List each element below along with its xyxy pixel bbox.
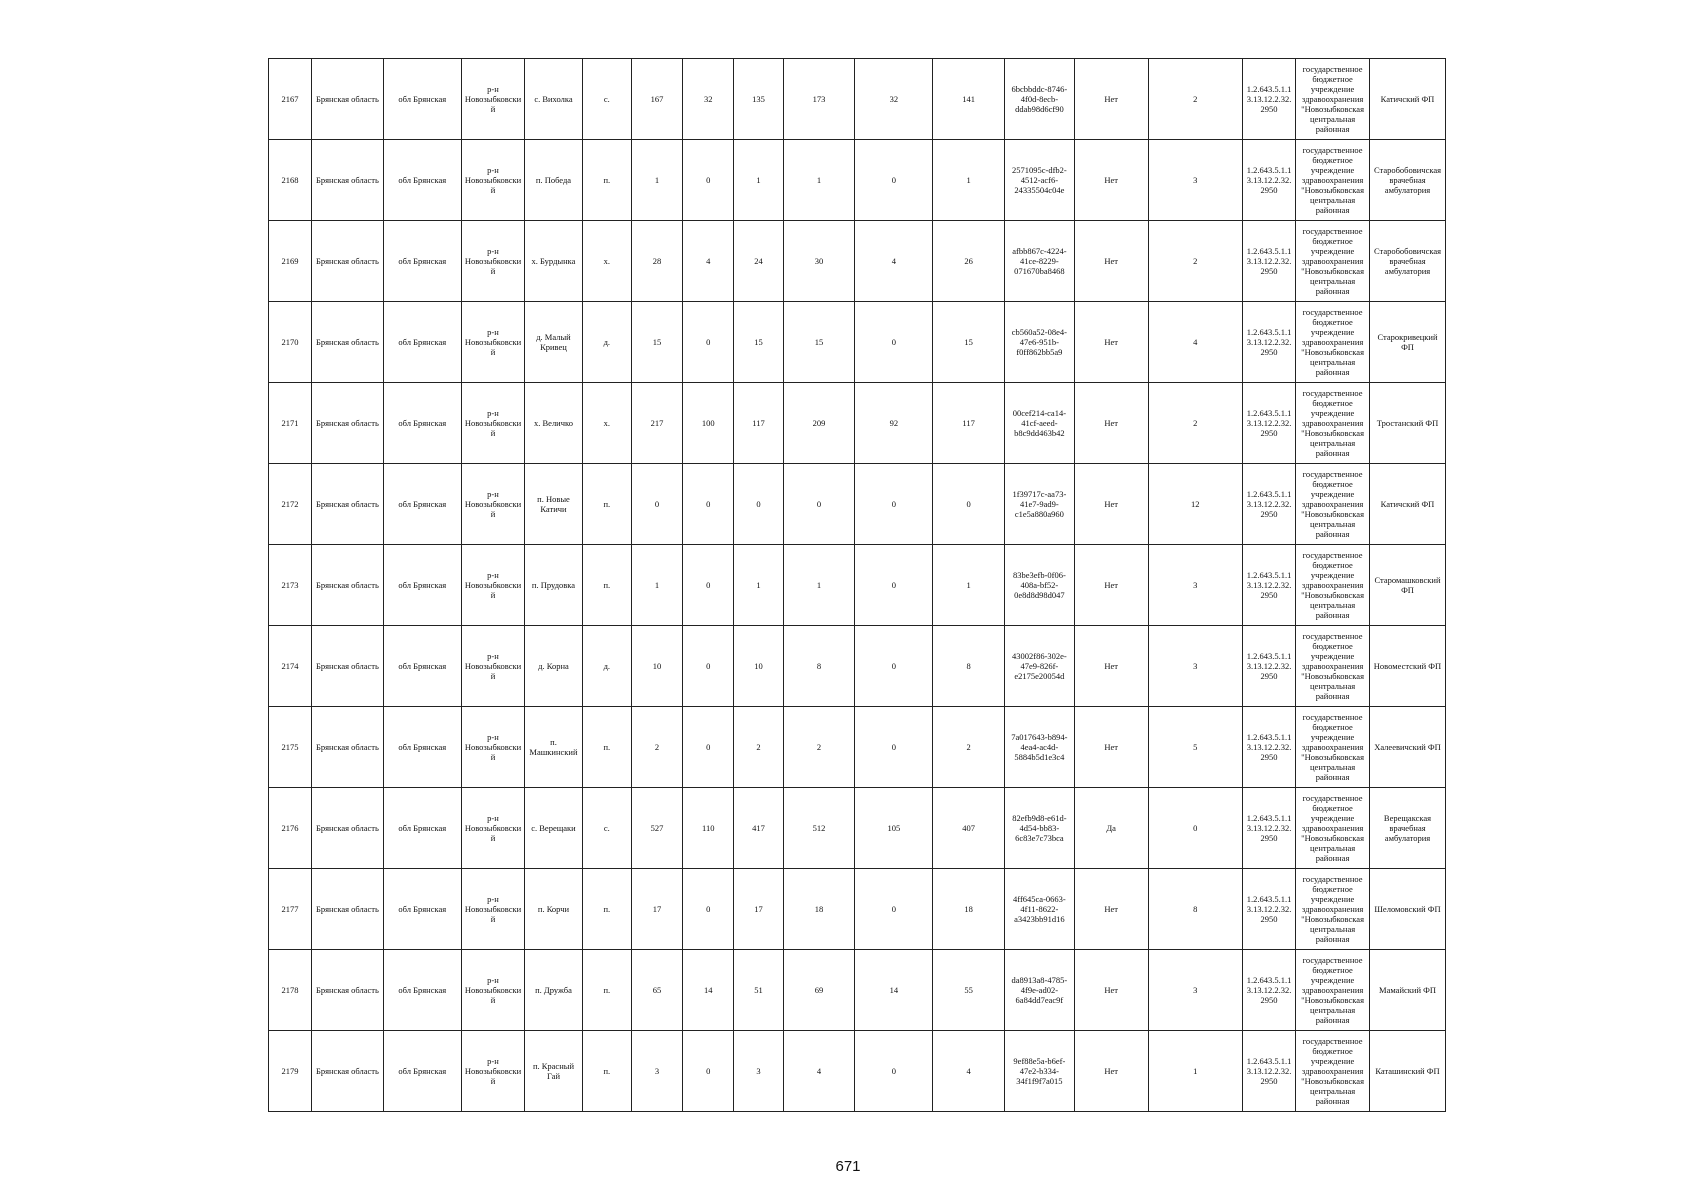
locality-cell: с. Верещаки — [525, 788, 582, 869]
region-cell: Брянская область — [312, 707, 384, 788]
fias-guid-cell: 7a017643-b894-4ea4-ac4d-5884b5d1e3c4 — [1005, 707, 1075, 788]
fias-guid-cell: afbb867c-4224-41ce-8229-071670ba8468 — [1005, 221, 1075, 302]
population-adults-cell: 1 — [734, 140, 783, 221]
table-row — [269, 788, 1446, 869]
fias-guid-cell: da8913a8-4785-4f9e-ad02-6a84dd7eac9f — [1005, 950, 1075, 1031]
oid-cell: 1.2.643.5.1.13.13.12.2.32.2950 — [1242, 59, 1295, 140]
population-total-2-cell: 1 — [783, 140, 855, 221]
organization-cell: государственное бюджетное учреждение здравоохранения "Новозыбковская центральная районная — [1296, 464, 1370, 545]
flag-cell: Нет — [1074, 950, 1148, 1031]
population-total-cell: 527 — [631, 788, 682, 869]
organization-cell: государственное бюджетное учреждение здравоохранения "Новозыбковская центральная районная — [1296, 545, 1370, 626]
district-cell: р-н Новозыбковский — [461, 707, 525, 788]
locality-type-cell: с. — [582, 788, 631, 869]
population-total-2-cell: 30 — [783, 221, 855, 302]
population-children-2-cell: 92 — [855, 383, 933, 464]
population-children-2-cell: 0 — [855, 707, 933, 788]
organization-cell: государственное бюджетное учреждение здравоохранения "Новозыбковская центральная районная — [1296, 626, 1370, 707]
population-children-cell: 0 — [683, 626, 734, 707]
population-adults-2-cell: 407 — [933, 788, 1005, 869]
organization-cell: государственное бюджетное учреждение здравоохранения "Новозыбковская центральная районная — [1296, 221, 1370, 302]
locality-cell: п. Прудовка — [525, 545, 582, 626]
row-id-cell: 2178 — [269, 950, 312, 1031]
oblast-cell: обл Брянская — [383, 302, 461, 383]
flag-cell: Нет — [1074, 869, 1148, 950]
population-total-cell: 17 — [631, 869, 682, 950]
population-adults-cell: 17 — [734, 869, 783, 950]
population-adults-2-cell: 18 — [933, 869, 1005, 950]
population-total-cell: 3 — [631, 1031, 682, 1112]
row-id-cell: 2175 — [269, 707, 312, 788]
oblast-cell: обл Брянская — [383, 59, 461, 140]
organization-cell: государственное бюджетное учреждение здравоохранения "Новозыбковская центральная районная — [1296, 383, 1370, 464]
locality-type-cell: п. — [582, 707, 631, 788]
locality-cell: п. Новые Катичи — [525, 464, 582, 545]
flag-cell: Нет — [1074, 140, 1148, 221]
locality-cell: п. Дружба — [525, 950, 582, 1031]
facility-cell: Мамайский ФП — [1369, 950, 1445, 1031]
row-id-cell: 2171 — [269, 383, 312, 464]
population-children-cell: 0 — [683, 464, 734, 545]
population-total-cell: 1 — [631, 140, 682, 221]
population-total-cell: 10 — [631, 626, 682, 707]
population-adults-2-cell: 55 — [933, 950, 1005, 1031]
table-row — [269, 626, 1446, 707]
fias-guid-cell: 4ff645ca-0663-4f11-8622-a3423bb91d16 — [1005, 869, 1075, 950]
locality-type-cell: п. — [582, 140, 631, 221]
population-adults-2-cell: 0 — [933, 464, 1005, 545]
fias-guid-cell: 82efb9d8-e61d-4d54-bb83-6c83e7c73bca — [1005, 788, 1075, 869]
distance-cell: 2 — [1148, 59, 1242, 140]
flag-cell: Нет — [1074, 626, 1148, 707]
district-cell: р-н Новозыбковский — [461, 221, 525, 302]
facility-cell: Старомашковский ФП — [1369, 545, 1445, 626]
locality-cell: д. Корна — [525, 626, 582, 707]
oblast-cell: обл Брянская — [383, 1031, 461, 1112]
oid-cell: 1.2.643.5.1.13.13.12.2.32.2950 — [1242, 869, 1295, 950]
population-total-2-cell: 0 — [783, 464, 855, 545]
locality-type-cell: п. — [582, 464, 631, 545]
population-total-2-cell: 512 — [783, 788, 855, 869]
oblast-cell: обл Брянская — [383, 545, 461, 626]
population-total-cell: 65 — [631, 950, 682, 1031]
fias-guid-cell: 00cef214-ca14-41cf-aeed-b8c9dd463b42 — [1005, 383, 1075, 464]
registry-table — [268, 58, 1446, 1112]
row-id-cell: 2167 — [269, 59, 312, 140]
flag-cell: Нет — [1074, 1031, 1148, 1112]
population-total-cell: 0 — [631, 464, 682, 545]
table-row — [269, 383, 1446, 464]
population-children-2-cell: 0 — [855, 302, 933, 383]
population-children-2-cell: 0 — [855, 626, 933, 707]
fias-guid-cell: 1f39717c-aa73-41e7-9ad9-c1e5a880a960 — [1005, 464, 1075, 545]
locality-cell: п. Победа — [525, 140, 582, 221]
facility-cell: Старобобовичская врачебная амбулатория — [1369, 221, 1445, 302]
facility-cell: Катичский ФП — [1369, 464, 1445, 545]
population-children-cell: 100 — [683, 383, 734, 464]
locality-type-cell: д. — [582, 626, 631, 707]
locality-cell: х. Бурдынка — [525, 221, 582, 302]
district-cell: р-н Новозыбковский — [461, 59, 525, 140]
row-id-cell: 2170 — [269, 302, 312, 383]
fias-guid-cell: 6bcbbddc-8746-4f0d-8ecb-ddab98d6cf90 — [1005, 59, 1075, 140]
district-cell: р-н Новозыбковский — [461, 302, 525, 383]
locality-cell: д. Малый Кривец — [525, 302, 582, 383]
flag-cell: Нет — [1074, 545, 1148, 626]
population-children-cell: 0 — [683, 140, 734, 221]
oid-cell: 1.2.643.5.1.13.13.12.2.32.2950 — [1242, 221, 1295, 302]
population-children-2-cell: 0 — [855, 1031, 933, 1112]
table-row — [269, 464, 1446, 545]
population-children-cell: 0 — [683, 302, 734, 383]
locality-cell: п. Красный Гай — [525, 1031, 582, 1112]
population-adults-2-cell: 1 — [933, 140, 1005, 221]
organization-cell: государственное бюджетное учреждение здравоохранения "Новозыбковская центральная районная — [1296, 302, 1370, 383]
row-id-cell: 2173 — [269, 545, 312, 626]
district-cell: р-н Новозыбковский — [461, 788, 525, 869]
distance-cell: 4 — [1148, 302, 1242, 383]
locality-type-cell: с. — [582, 59, 631, 140]
population-adults-cell: 2 — [734, 707, 783, 788]
facility-cell: Старокривецкий ФП — [1369, 302, 1445, 383]
oblast-cell: обл Брянская — [383, 464, 461, 545]
flag-cell: Нет — [1074, 59, 1148, 140]
distance-cell: 3 — [1148, 545, 1242, 626]
distance-cell: 2 — [1148, 383, 1242, 464]
population-total-2-cell: 8 — [783, 626, 855, 707]
distance-cell: 2 — [1148, 221, 1242, 302]
population-adults-cell: 10 — [734, 626, 783, 707]
region-cell: Брянская область — [312, 788, 384, 869]
oid-cell: 1.2.643.5.1.13.13.12.2.32.2950 — [1242, 383, 1295, 464]
population-total-cell: 1 — [631, 545, 682, 626]
locality-type-cell: х. — [582, 383, 631, 464]
distance-cell: 12 — [1148, 464, 1242, 545]
region-cell: Брянская область — [312, 626, 384, 707]
oblast-cell: обл Брянская — [383, 221, 461, 302]
population-adults-2-cell: 26 — [933, 221, 1005, 302]
population-children-cell: 0 — [683, 869, 734, 950]
distance-cell: 0 — [1148, 788, 1242, 869]
oid-cell: 1.2.643.5.1.13.13.12.2.32.2950 — [1242, 950, 1295, 1031]
oblast-cell: обл Брянская — [383, 869, 461, 950]
locality-type-cell: п. — [582, 950, 631, 1031]
district-cell: р-н Новозыбковский — [461, 869, 525, 950]
population-children-2-cell: 0 — [855, 545, 933, 626]
table-row — [269, 302, 1446, 383]
population-children-2-cell: 32 — [855, 59, 933, 140]
locality-cell: п. Корчи — [525, 869, 582, 950]
population-total-2-cell: 4 — [783, 1031, 855, 1112]
region-cell: Брянская область — [312, 302, 384, 383]
population-children-2-cell: 0 — [855, 869, 933, 950]
district-cell: р-н Новозыбковский — [461, 383, 525, 464]
oid-cell: 1.2.643.5.1.13.13.12.2.32.2950 — [1242, 545, 1295, 626]
population-adults-cell: 1 — [734, 545, 783, 626]
facility-cell: Старобобовичская врачебная амбулатория — [1369, 140, 1445, 221]
fias-guid-cell: 9ef88e5a-b6ef-47e2-b334-34f1f9f7a015 — [1005, 1031, 1075, 1112]
oblast-cell: обл Брянская — [383, 788, 461, 869]
facility-cell: Шеломовский ФП — [1369, 869, 1445, 950]
population-adults-cell: 24 — [734, 221, 783, 302]
population-adults-2-cell: 15 — [933, 302, 1005, 383]
district-cell: р-н Новозыбковский — [461, 140, 525, 221]
region-cell: Брянская область — [312, 464, 384, 545]
locality-type-cell: х. — [582, 221, 631, 302]
organization-cell: государственное бюджетное учреждение здравоохранения "Новозыбковская центральная районная — [1296, 788, 1370, 869]
distance-cell: 3 — [1148, 950, 1242, 1031]
table-row — [269, 545, 1446, 626]
population-total-2-cell: 1 — [783, 545, 855, 626]
row-id-cell: 2176 — [269, 788, 312, 869]
facility-cell: Новоместский ФП — [1369, 626, 1445, 707]
organization-cell: государственное бюджетное учреждение здравоохранения "Новозыбковская центральная районная — [1296, 140, 1370, 221]
population-adults-2-cell: 4 — [933, 1031, 1005, 1112]
facility-cell: Катичский ФП — [1369, 59, 1445, 140]
population-children-2-cell: 4 — [855, 221, 933, 302]
table-row — [269, 950, 1446, 1031]
population-adults-2-cell: 141 — [933, 59, 1005, 140]
population-children-2-cell: 0 — [855, 140, 933, 221]
population-children-cell: 110 — [683, 788, 734, 869]
table-row — [269, 869, 1446, 950]
population-adults-2-cell: 8 — [933, 626, 1005, 707]
region-cell: Брянская область — [312, 221, 384, 302]
region-cell: Брянская область — [312, 383, 384, 464]
row-id-cell: 2179 — [269, 1031, 312, 1112]
locality-cell: п. Машкинский — [525, 707, 582, 788]
locality-cell: с. Вихолка — [525, 59, 582, 140]
population-children-cell: 0 — [683, 545, 734, 626]
region-cell: Брянская область — [312, 950, 384, 1031]
facility-cell: Халеевичский ФП — [1369, 707, 1445, 788]
population-adults-2-cell: 2 — [933, 707, 1005, 788]
district-cell: р-н Новозыбковский — [461, 950, 525, 1031]
population-total-cell: 28 — [631, 221, 682, 302]
row-id-cell: 2168 — [269, 140, 312, 221]
population-adults-cell: 3 — [734, 1031, 783, 1112]
oblast-cell: обл Брянская — [383, 383, 461, 464]
oid-cell: 1.2.643.5.1.13.13.12.2.32.2950 — [1242, 140, 1295, 221]
locality-cell: х. Величко — [525, 383, 582, 464]
oblast-cell: обл Брянская — [383, 950, 461, 1031]
oid-cell: 1.2.643.5.1.13.13.12.2.32.2950 — [1242, 302, 1295, 383]
table-body — [269, 59, 1446, 1112]
population-children-cell: 4 — [683, 221, 734, 302]
oid-cell: 1.2.643.5.1.13.13.12.2.32.2950 — [1242, 464, 1295, 545]
oblast-cell: обл Брянская — [383, 140, 461, 221]
table-row — [269, 1031, 1446, 1112]
district-cell: р-н Новозыбковский — [461, 464, 525, 545]
oblast-cell: обл Брянская — [383, 707, 461, 788]
flag-cell: Нет — [1074, 707, 1148, 788]
population-children-2-cell: 14 — [855, 950, 933, 1031]
locality-type-cell: п. — [582, 1031, 631, 1112]
population-total-cell: 167 — [631, 59, 682, 140]
organization-cell: государственное бюджетное учреждение здравоохранения "Новозыбковская центральная районная — [1296, 950, 1370, 1031]
population-adults-cell: 135 — [734, 59, 783, 140]
population-children-2-cell: 0 — [855, 464, 933, 545]
fias-guid-cell: cb560a52-08e4-47e6-951b-f0ff862bb5a9 — [1005, 302, 1075, 383]
page-number: 671 — [835, 1158, 861, 1175]
row-id-cell: 2174 — [269, 626, 312, 707]
population-adults-cell: 15 — [734, 302, 783, 383]
flag-cell: Нет — [1074, 302, 1148, 383]
flag-cell: Нет — [1074, 464, 1148, 545]
organization-cell: государственное бюджетное учреждение здравоохранения "Новозыбковская центральная районная — [1296, 1031, 1370, 1112]
population-children-cell: 14 — [683, 950, 734, 1031]
organization-cell: государственное бюджетное учреждение здравоохранения "Новозыбковская центральная районная — [1296, 707, 1370, 788]
district-cell: р-н Новозыбковский — [461, 545, 525, 626]
oid-cell: 1.2.643.5.1.13.13.12.2.32.2950 — [1242, 626, 1295, 707]
facility-cell: Каташинский ФП — [1369, 1031, 1445, 1112]
oid-cell: 1.2.643.5.1.13.13.12.2.32.2950 — [1242, 788, 1295, 869]
population-total-2-cell: 173 — [783, 59, 855, 140]
population-children-cell: 0 — [683, 707, 734, 788]
population-adults-cell: 51 — [734, 950, 783, 1031]
flag-cell: Да — [1074, 788, 1148, 869]
population-adults-cell: 0 — [734, 464, 783, 545]
district-cell: р-н Новозыбковский — [461, 626, 525, 707]
table-row — [269, 59, 1446, 140]
oblast-cell: обл Брянская — [383, 626, 461, 707]
fias-guid-cell: 83be3efb-0f06-408a-bf52-0e8d8d98d047 — [1005, 545, 1075, 626]
population-adults-cell: 117 — [734, 383, 783, 464]
table-row — [269, 140, 1446, 221]
population-total-2-cell: 2 — [783, 707, 855, 788]
row-id-cell: 2177 — [269, 869, 312, 950]
region-cell: Брянская область — [312, 545, 384, 626]
population-total-cell: 15 — [631, 302, 682, 383]
distance-cell: 3 — [1148, 140, 1242, 221]
population-total-2-cell: 69 — [783, 950, 855, 1031]
oid-cell: 1.2.643.5.1.13.13.12.2.32.2950 — [1242, 707, 1295, 788]
distance-cell: 1 — [1148, 1031, 1242, 1112]
row-id-cell: 2172 — [269, 464, 312, 545]
population-adults-2-cell: 1 — [933, 545, 1005, 626]
locality-type-cell: д. — [582, 302, 631, 383]
region-cell: Брянская область — [312, 140, 384, 221]
facility-cell: Тростанский ФП — [1369, 383, 1445, 464]
locality-type-cell: п. — [582, 545, 631, 626]
table-row — [269, 221, 1446, 302]
region-cell: Брянская область — [312, 1031, 384, 1112]
population-total-cell: 217 — [631, 383, 682, 464]
facility-cell: Верещакская врачебная амбулатория — [1369, 788, 1445, 869]
population-total-2-cell: 15 — [783, 302, 855, 383]
region-cell: Брянская область — [312, 869, 384, 950]
flag-cell: Нет — [1074, 383, 1148, 464]
distance-cell: 5 — [1148, 707, 1242, 788]
row-id-cell: 2169 — [269, 221, 312, 302]
fias-guid-cell: 2571095c-dfb2-4512-acf6-24335504c04e — [1005, 140, 1075, 221]
fias-guid-cell: 43002f86-302e-47e9-826f-e2175e20054d — [1005, 626, 1075, 707]
population-adults-cell: 417 — [734, 788, 783, 869]
population-total-cell: 2 — [631, 707, 682, 788]
distance-cell: 3 — [1148, 626, 1242, 707]
organization-cell: государственное бюджетное учреждение здравоохранения "Новозыбковская центральная районная — [1296, 869, 1370, 950]
population-total-2-cell: 209 — [783, 383, 855, 464]
table-row — [269, 707, 1446, 788]
population-adults-2-cell: 117 — [933, 383, 1005, 464]
region-cell: Брянская область — [312, 59, 384, 140]
flag-cell: Нет — [1074, 221, 1148, 302]
oid-cell: 1.2.643.5.1.13.13.12.2.32.2950 — [1242, 1031, 1295, 1112]
population-children-cell: 32 — [683, 59, 734, 140]
population-total-2-cell: 18 — [783, 869, 855, 950]
organization-cell: государственное бюджетное учреждение здравоохранения "Новозыбковская центральная районная — [1296, 59, 1370, 140]
population-children-2-cell: 105 — [855, 788, 933, 869]
locality-type-cell: п. — [582, 869, 631, 950]
district-cell: р-н Новозыбковский — [461, 1031, 525, 1112]
distance-cell: 8 — [1148, 869, 1242, 950]
population-children-cell: 0 — [683, 1031, 734, 1112]
